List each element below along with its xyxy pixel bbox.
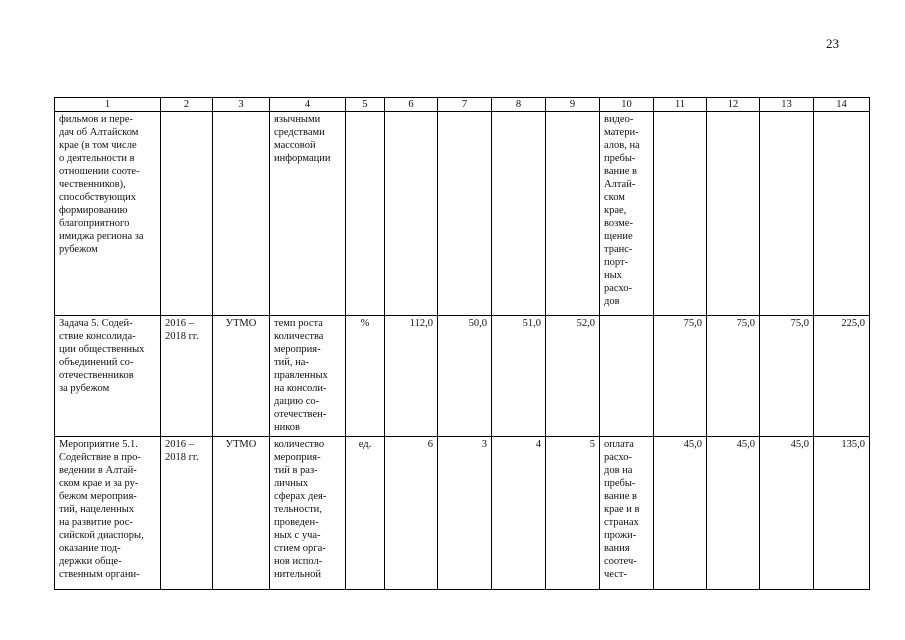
unit-cell: % — [346, 316, 385, 437]
funding-total-cell: 135,0 — [814, 437, 870, 590]
expense-direction-cell — [600, 316, 654, 437]
value-cell: 52,0 — [546, 316, 600, 437]
value-cell: 51,0 — [492, 316, 546, 437]
funding-cell: 45,0 — [760, 437, 814, 590]
funding-cell — [654, 112, 707, 316]
header-cell: 6 — [385, 98, 438, 112]
activity-cell: Задача 5. Содей- ствие консолида- ции общественных объединений со- отечественников за рубежом — [55, 316, 161, 437]
header-cell: 8 — [492, 98, 546, 112]
funding-total-cell: 225,0 — [814, 316, 870, 437]
value-cell — [385, 112, 438, 316]
indicator-cell: темп роста количества мероприя- тий, на- правленных на консоли- дацию со- отечествен- ников — [270, 316, 346, 437]
header-cell: 10 — [600, 98, 654, 112]
header-cell: 1 — [55, 98, 161, 112]
table-row — [55, 437, 870, 590]
funding-cell: 45,0 — [654, 437, 707, 590]
value-cell: 5 — [546, 437, 600, 590]
header-cell: 4 — [270, 98, 346, 112]
header-cell: 13 — [760, 98, 814, 112]
activity-cell: Мероприятие 5.1. Содействие в про- ведении в Алтай- ском крае и за ру- бежом мероприя- тий, нацеленных на развитие рос- сийской диаспоры, оказание под- держки обще- ственным органи- — [55, 437, 161, 590]
indicator-cell: язычными средствами массовой информации — [270, 112, 346, 316]
value-cell — [492, 112, 546, 316]
funding-cell: 45,0 — [707, 437, 760, 590]
header-cell: 2 — [161, 98, 213, 112]
funding-cell: 75,0 — [760, 316, 814, 437]
value-cell: 3 — [438, 437, 492, 590]
header-cell: 12 — [707, 98, 760, 112]
value-cell — [546, 112, 600, 316]
executor-cell — [213, 112, 270, 316]
header-cell: 7 — [438, 98, 492, 112]
period-cell: 2016 – 2018 гг. — [161, 437, 213, 590]
unit-cell — [346, 112, 385, 316]
period-cell — [161, 112, 213, 316]
unit-cell: ед. — [346, 437, 385, 590]
indicator-cell: количество мероприя- тий в раз- личных сферах дея- тельности, проведен- ных с уча- стием орга- нов испол- нительной — [270, 437, 346, 590]
value-cell: 6 — [385, 437, 438, 590]
header-cell: 3 — [213, 98, 270, 112]
value-cell — [438, 112, 492, 316]
table-header-row — [55, 98, 870, 112]
executor-cell: УТМО — [213, 437, 270, 590]
header-cell: 5 — [346, 98, 385, 112]
program-table — [54, 97, 870, 590]
value-cell: 112,0 — [385, 316, 438, 437]
header-cell: 14 — [814, 98, 870, 112]
header-cell: 9 — [546, 98, 600, 112]
funding-cell: 75,0 — [654, 316, 707, 437]
funding-cell — [707, 112, 760, 316]
funding-total-cell — [814, 112, 870, 316]
expense-direction-cell: видео- матери- алов, на пребы- вание в Алтай- ском крае, возме- щение транс- порт- ных расхо- дов — [600, 112, 654, 316]
executor-cell: УТМО — [213, 316, 270, 437]
page-number: 23 — [826, 36, 839, 51]
period-cell: 2016 – 2018 гг. — [161, 316, 213, 437]
expense-direction-cell: оплата расхо- дов на пребы- вание в крае и в странах прожи- вания соотеч- чест- — [600, 437, 654, 590]
table-row — [55, 316, 870, 437]
value-cell: 50,0 — [438, 316, 492, 437]
value-cell: 4 — [492, 437, 546, 590]
funding-cell — [760, 112, 814, 316]
header-cell: 11 — [654, 98, 707, 112]
funding-cell: 75,0 — [707, 316, 760, 437]
activity-cell: фильмов и пере- дач об Алтайском крае (в том числе о деятельности в отношении сооте- чественников), способствующих формированию благоприятного имиджа региона за рубежом — [55, 112, 161, 316]
table-row — [55, 112, 870, 316]
